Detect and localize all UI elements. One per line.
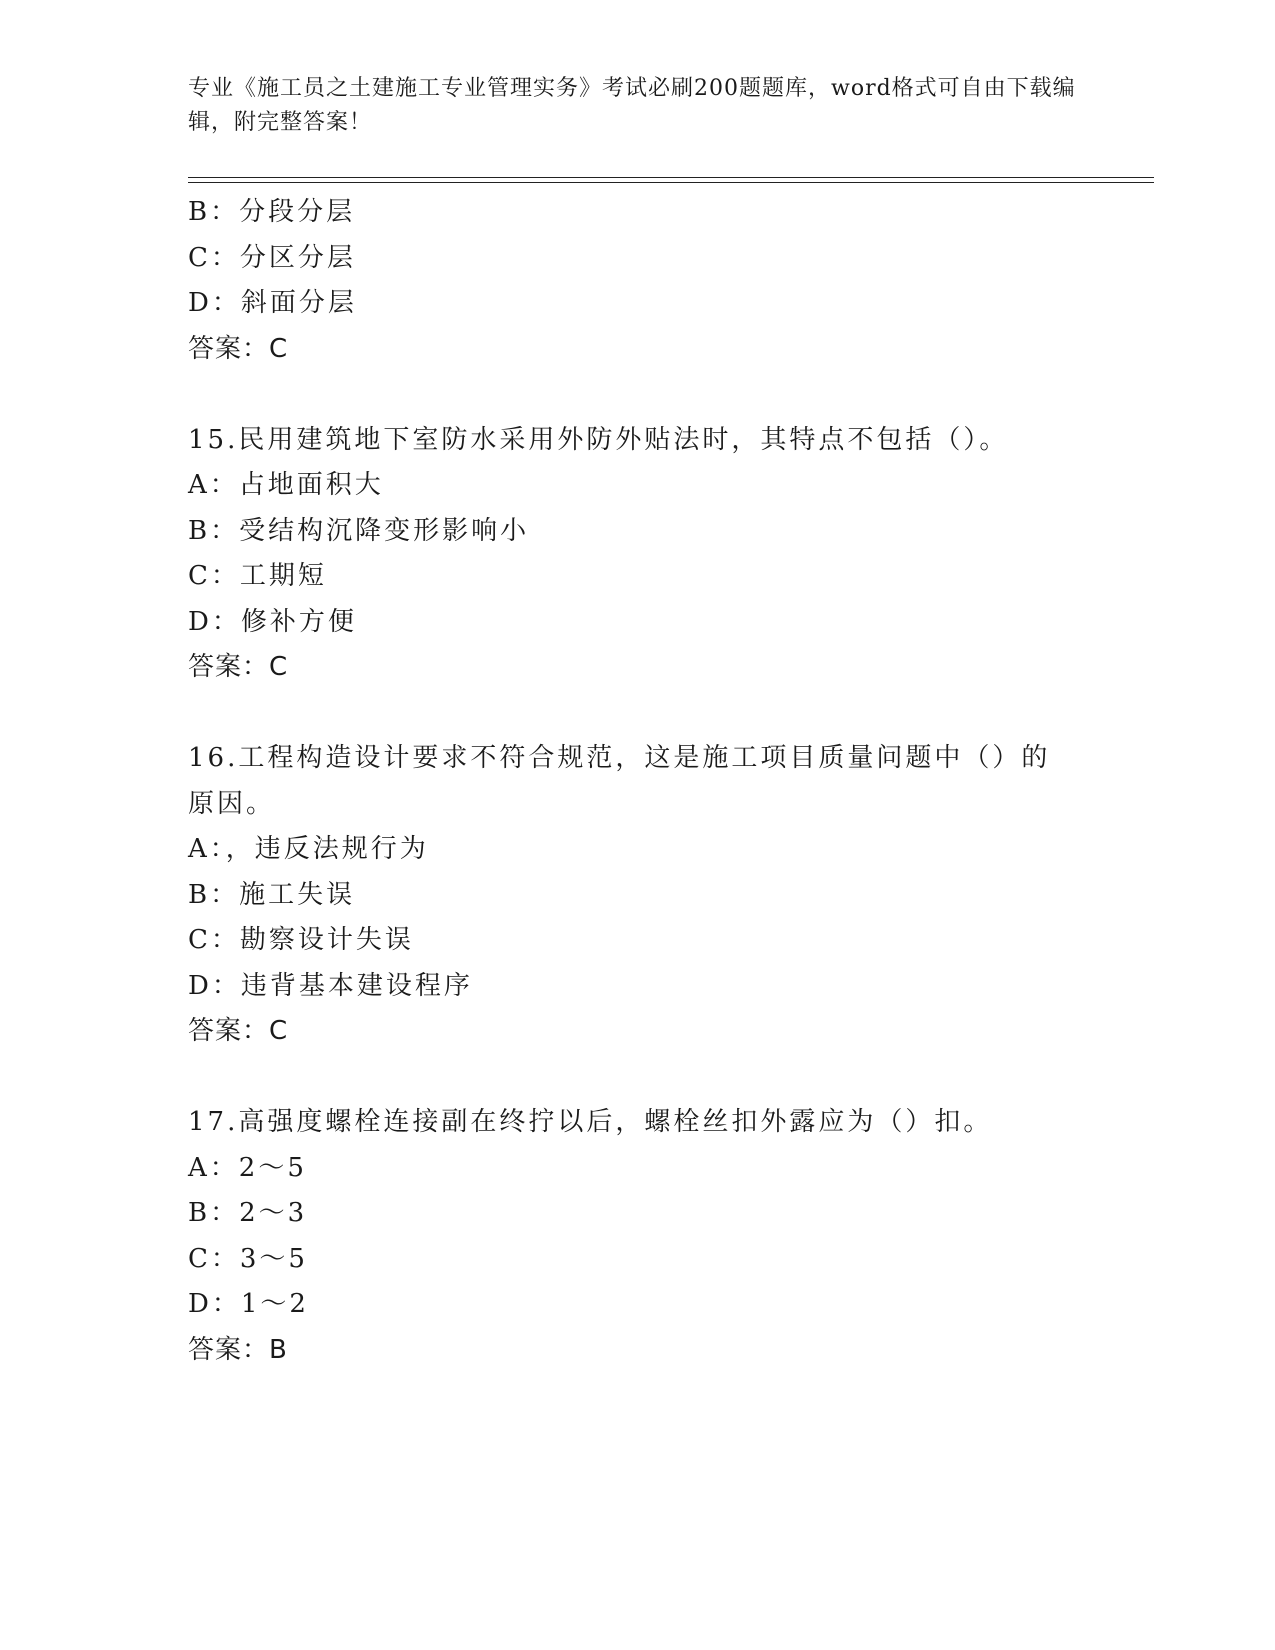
question-partial [188, 190, 1088, 372]
option-a: A：，违反法规行为 [188, 834, 429, 864]
option-b: B：施工失误 [188, 879, 356, 910]
option-a: A：2～5 [188, 1152, 307, 1183]
question-stem: 15.民用建筑地下室防水采用外防外贴法时，其特点不包括（）。 [188, 424, 1009, 455]
header-divider-top [188, 177, 1154, 178]
option-b: B：受结构沉降变形影响小 [188, 515, 530, 546]
spacer [188, 691, 1088, 737]
option-c: C：勘察设计失误 [188, 925, 414, 955]
answer: 答案：C [188, 652, 289, 682]
answer: 答案：C [188, 333, 289, 364]
question-15 [188, 418, 1088, 691]
option-b: B：2～3 [188, 1198, 308, 1228]
question-17 [188, 1100, 1088, 1373]
option-c: C：分区分层 [188, 242, 356, 273]
option-c: C：3～5 [188, 1243, 308, 1274]
document-header: 专业《施工员之土建施工专业管理实务》考试必刷200题题库，word格式可自由下载编辑，附完整答案！ [188, 76, 1076, 135]
question-list [188, 190, 1088, 1373]
option-b: B：分段分层 [188, 197, 356, 227]
option-d: D：修补方便 [188, 606, 357, 637]
question-stem: 16.工程构造设计要求不符合规范，这是施工项目质量问题中（）的原因。 [188, 743, 1051, 819]
option-c: C：工期短 [188, 561, 327, 591]
option-d: D：违背基本建设程序 [188, 970, 473, 1001]
option-a: A：占地面积大 [188, 470, 384, 500]
option-d: D：斜面分层 [188, 288, 357, 318]
answer: 答案：B [188, 1334, 288, 1365]
header-divider-bottom [188, 182, 1154, 183]
answer: 答案：C [188, 1016, 289, 1046]
spacer [188, 1055, 1088, 1101]
question-stem: 17.高强度螺栓连接副在终拧以后，螺栓丝扣外露应为（）扣。 [188, 1107, 993, 1137]
spacer [188, 372, 1088, 418]
question-16 [188, 736, 1088, 1055]
option-d: D：1～2 [188, 1289, 309, 1319]
